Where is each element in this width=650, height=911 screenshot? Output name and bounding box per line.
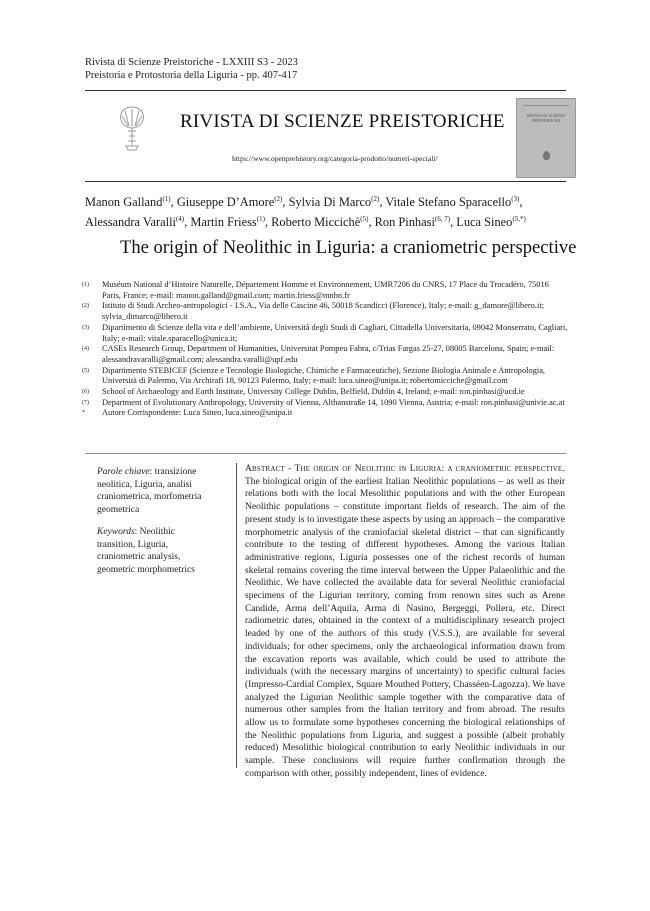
column-divider (236, 463, 237, 768)
cover-title: RIVISTA DI SCIENZE PREISTORICHE (527, 113, 565, 123)
masthead-title: RIVISTA DI SCIENZE PREISTORICHE (180, 111, 505, 132)
cover-emblem-icon (543, 151, 550, 160)
affiliation-item: (7) Department of Evolutionary Anthropology, University of Vienna, Althanstraße 14, 1090 Vienna, Austria; e-mail: ron.pinhasi@univie.ac.at (82, 397, 565, 407)
header-rule (85, 90, 566, 91)
affiliation-item: (2) Istituto di Studi Archeo-antropologici - I.S.A., Via delle Cascine 46, 50018 Scandicci (Florence), Italy; e-mail: g_damore@libero.it; sylvia_dimarco@libero.it (82, 301, 544, 322)
emblem-icon (112, 101, 152, 153)
author: Vitale Stefano Sparacello$^{(3)}$, (385, 195, 523, 209)
affiliation-item: (5) Dipartimento STEBICEF (Scienze e Tecnologie Biologiche, Chimiche e Farmaceutiche), Sezione Biologia Animale e Antropologia, Università di Palermo, Via Archirafi 18, 90123 Palermo, Italy; e-mail: luca.sineo@unipa.it; robertomicciche@gmail.com (82, 365, 546, 386)
author: Alessandra Varalli$^{(4)}$, (85, 215, 191, 229)
journal-section-line: Preistoria e Protostoria della Liguria - pp. 407-417 (85, 70, 298, 81)
journal-issue-line: Rivista di Scienze Preistoriche - LXXIII S3 - 2023 (85, 57, 298, 68)
section-rule (85, 453, 566, 454)
abstract-heading: Abstract - The origin of Neolithic in Liguria: a craniometric perspective. (245, 464, 565, 474)
author: Giuseppe D’Amore$^{(2)}$, (176, 195, 289, 209)
author: Luca Sineo$^{(5,*)}$ (456, 215, 526, 229)
abstract (245, 463, 565, 781)
affiliation-item: (3) Dipartimento di Scienze della vita e dell’ambiente, Università degli Studi di Cagliari, Cittadella Universitaria, 09042 Monserrato, Cagliari, Italy; e-mail: vitale.sparacello@unica.it; (82, 322, 568, 343)
keywords-english: Keywords: Neolithic transition, Liguria, craniometric analysis, geometric morphometrics (97, 526, 195, 575)
author-list (85, 191, 565, 231)
masthead-rule (85, 181, 566, 182)
cover-rule (523, 105, 569, 106)
author: Manon Galland$^{(1)}$, (85, 195, 177, 209)
affiliation-list (82, 280, 568, 419)
author: Roberto Miccichè$^{(5)}$, (271, 215, 375, 229)
journal-cover-thumbnail (516, 98, 576, 178)
keywords-column (97, 466, 215, 586)
affiliation-item: (6) School of Archaeology and Earth Institute, University College Dublin, Belfield, Dublin 4, Ireland; e-mail: ron.pinhasi@ucd.ie (82, 387, 525, 397)
abstract-body: The biological origin of the earliest Italian Neolithic populations – as well as their relations both with the local Mesolithic populations and with the other European Neolithic populations – constitute important fields of research. The aim of the present study is to investigate these aspects by using an approach – the comparative morphometric analysis of the craniofacial skeletal district – that can significantly contribute to the testing of different hypotheses. Among the various Italian administrative regions, Liguria possesses one of the richest records of human skeletal remains covering the time interval between the Upper Palaeolithic and the Neolithic. We have collected the available data for several Neolithic craniofacial specimens of the Ligurian territory, coming from renown sites such as Arene Candide, Arma dell’Aquila, Arma di Nasino, Bergeggi, Pollera, etc. Direct radiometric dates, obtained in the context of a multidisciplinary research project leaded by one of the authors of this study (V.S.S.), are available for several individuals; for other specimens, only the archaeological information drawn from the excavation reports was available, which could be used to attribute the individuals (with the necessary margins of uncertainty) to specific cultural facies (Impresso-Cardial Complex, Square Mouthed Pottery, Chasséen-Lagozza). We have analyzed the Ligurian Neolithic sample together with the comparative data of numerous other samples from the Italian territory and from abroad. The results allow us to formulate some hypotheses concerning the biological relationships of the Neolithic populations from Liguria, and suggest a possible (albeit probably reduced) Mesolithic biological contribution to early Neolithic individuals in our sample. These conclusions will require further confirmation through the comparison with other, possibly independent, lines of evidence. (245, 476, 565, 779)
author: Martin Friess$^{(1)}$, (190, 215, 272, 229)
keywords-italian: Parole chiave: transizione neolitica, Liguria, analisi craniometrica, morfometria geometrica (97, 467, 202, 516)
paper-title: The origin of Neolithic in Liguria: a craniometric perspective (120, 237, 577, 258)
affiliation-item: * Autore Corrispondente: Luca Sineo, luca.sineo@unipa.it (82, 408, 293, 418)
author: Sylvia Di Marco$^{(2)}$, (288, 195, 386, 209)
author: Ron Pinhasi$^{(6, 7)}$, (374, 215, 457, 229)
masthead-url[interactable]: https://www.openprehistory.org/categoria-prodotto/numeri-speciali/ (232, 154, 438, 163)
affiliation-item: (4) CASEs Research Group, Department of Humanities, Universitat Pompeu Fabra, c/Trias Fargas 25-27, 08005 Barcelona, Spain; e-mail: alessandravaralli@gmail.com; alessandra.varalli@upf.edu (82, 344, 555, 364)
affiliation-item: (1) Muséum National d’Histoire Naturelle, Département Homme et Environnement, UMR7206 du CNRS, 17 Place du Trocadéro, 75016 Paris, France; e-mail: manon.galland@gmail.com; martin.friess@mnhn.fr (82, 280, 549, 300)
